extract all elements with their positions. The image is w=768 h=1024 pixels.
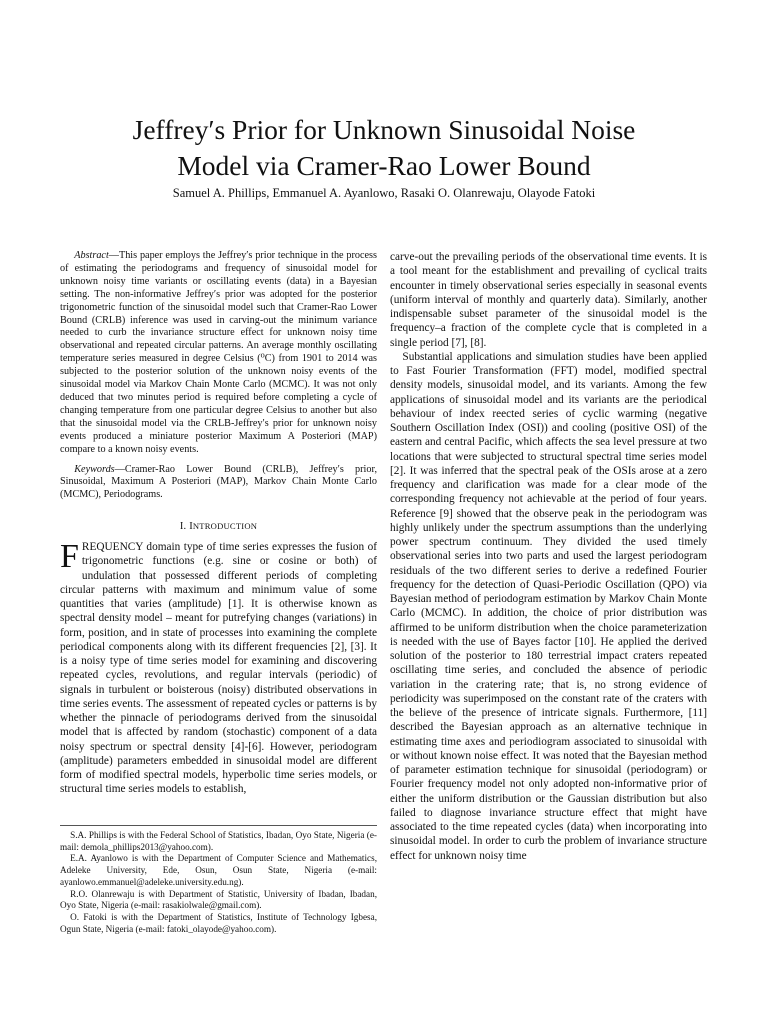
author-list: Samuel A. Phillips, Emmanuel A. Ayanlowo, Rasaki O. Olanrewaju, Olayode Fatoki [172,186,596,200]
left-column [60,250,377,797]
right-column [390,250,707,863]
intro-text: domain type of time series expresses the fusion of trigonometric functions (e.g. sine or cosine or both) of undulation that possessed different periods of completing circular patterns with maximum and minimum value of some quantities that varies (amplitude) [1]. It is otherwise known as spectral density model – meant for putrefying changes (variations) in form, position, and in state of processes into examining the complete periodical components along with its different frequencies [2], [3]. It is a noisy type of time series model for examining and discovering repeated cycles, revolutions, and regular intervals (periodic) of signals in turbulent or boisterous (noisy) distributed observations in time series events. The assessment of repeated cycles or patterns is by whether the pinnacle of periodograms derived from the sinusoidal model that is affected by random (stochastic) component of a data noisy spectrum or spectral density [4]-[6]. However, periodogram (amplitude) parameters embedded in sinusoidal model are different form of modified spectral models, hyperbolic time series models, or structural time series models to establish, [60,541,377,796]
paper-title-line-2: Model via Cramer-Rao Lower Bound [177,150,591,181]
section-rest: NTRODUCTION [192,521,258,532]
section-initial: I [189,521,193,533]
drop-cap: F [60,538,79,576]
paper-title [40,112,728,184]
abstract [60,250,377,457]
abstract-text: This paper employs the Jeffrey′s prior technique in the process of estimating the periodograms and frequency of sinusoidal model for unknown noisy time variants or oscillating events (data) in a Bayesian setting. The non-informative Jeffrey′s prior was adopted for the posterior trigonometric function of the sinusoidal model such that Cramer-Rao Lower Bound (CRLB) inference was used in carving-out the minimum variance needed to curb the invariance structure effect for unknown noisy time observational and repeated circular patterns. An average monthly oscillating temperature series measured in degree Celsius (⁰C) from 1901 to 2014 was subjected to the posterior solution of the unknown noisy events of the sinusoidal model via Markov Chain Monte Carlo (MCMC). It was not only deduced that two minutes period is required before completing a cycle of changing temperature from one particular degree Celsius to another but also that the sinusoidal model via the CRLB-Jeffrey′s prior for unknown noisy events produced a miniature posterior Maximum A Posteriori (MAP) compare to a known noisy events. [60,250,377,455]
section-heading-introduction [60,521,377,532]
footnotes [60,825,377,935]
abstract-label: Abstract [74,250,109,261]
keywords-text: Cramer-Rao Lower Bound (CRLB), Jeffrey′s prior, Sinusoidal, Maximum A Posteriori (MAP), Markov Chain Monte Carlo (MCMC), Periodograms. [60,463,377,501]
footnote-olanrewaju: R.O. Olanrewaju is with Department of Statistic, University of Ibadan, Ibadan, Oyo State, Nigeria (e-mail: rasakiolwale@gmail.com). [60,888,377,911]
footnote-phillips: S.A. Phillips is with the Federal School of Statistics, Ibadan, Oyo State, Nigeria (e-mail: demola_phillips2013@yahoo.com). [60,830,377,852]
keywords [60,464,377,503]
intro-lead-word: REQUENCY [81,541,144,554]
footnote-ayanlowo: E.A. Ayanlowo is with the Department of Computer Science and Mathematics, Adeleke University, Ede, Osun, Osun State, Nigeria (e-mail: ayanlowo.emmanuel@adeleke.university.edu.ng). [60,853,377,887]
footnote-fatoki: O. Fatoki is with the Department of Statistics, Institute of Technology Igbesa, Ogun State, Nigeria (e-mail: fatoki_olayode@yahoo.com). [60,911,377,934]
intro-paragraph [60,540,377,797]
keywords-label: Keywords [74,463,115,475]
paper-title-line-1: Jeffrey′s Prior for Unknown Sinusoidal Noise [132,114,636,145]
right-paragraph-1: carve-out the prevailing periods of the observational time events. It is a tool meant for the establishment and prevailing of cyclical traits encounter in timely observational series especially in seasonal events (uniform interval of monthly and quarterly data). Similarly, another indispensable subset parameter of the sinusoidal model is the frequency–a fraction of the complete cycle that is completed in a single period [7], [8]. [390,251,707,349]
keywords-dash: — [114,463,125,475]
section-number: I. [179,521,190,533]
abstract-dash: — [108,250,119,261]
right-paragraph-2: Substantial applications and simulation studies have been applied to Fast Fourier Transformation (FFT) model, modified spectral density models, sinusoidal model, and its variants. Among the few applications of sinusoidal model and its variants are the periodical behaviour of index reected series of cyclic warming (negative Southern Oscillation Index (OSI)) and cooling (positive OSI) of the eastern and central Pacific, which affects the sea level pressure at two locations that were subjected to structural spectral time series model [2]. It was inferred that the spectral peak of the OSIs arose at a zero frequency and clarification was made for a clear mode of the corresponding frequency not achievable at the period of four years. Reference [9] showed that the observe peak in the periodogram was highly unlikely under the spectrum assumptions than the underlying power spectrum continuum. They divided the used timely observational series into two parts and used the largest periodogram residuals of the two different series to derive a redefined Fourier frequency for the detection of Quasi-Periodic Oscillation (QPO) via Bayesian method of periodogram estimation by Markov Chain Monte Carlo (MCMC). In addition, the choice of prior distribution was affirmed to be uniform distribution when the choice parameterization is needed with the use of Bayes factor [10]. He applied the derived solution of the posterior to 180 terrestrial impact craters repeated oscillating time series, and concluded the absence of periodic variation in the cratering rate; that is, no strong evidence of periodicity was superimposed on the constant rate of the craters with the believe of the presence of intricate signals. Furthermore, [11] described the Bayesian approach as an alternative technique in estimating time axes and periodiogram associated to sinusoidal with or without known noise effect. It was noted that the Bayesian method of parameter estimation technique for sinusoidal (periodogram) or Fourier frequency model not only adopted non-informative prior of either the uniform distribution or the Gaussian distribution but also failed to diagnose invariance structure effect that might have associated to the time repeated cycles (data) when incorporating into sinusoidal model. In order to curb the problem of invariance structure effect for unknown noisy time [390,350,707,862]
